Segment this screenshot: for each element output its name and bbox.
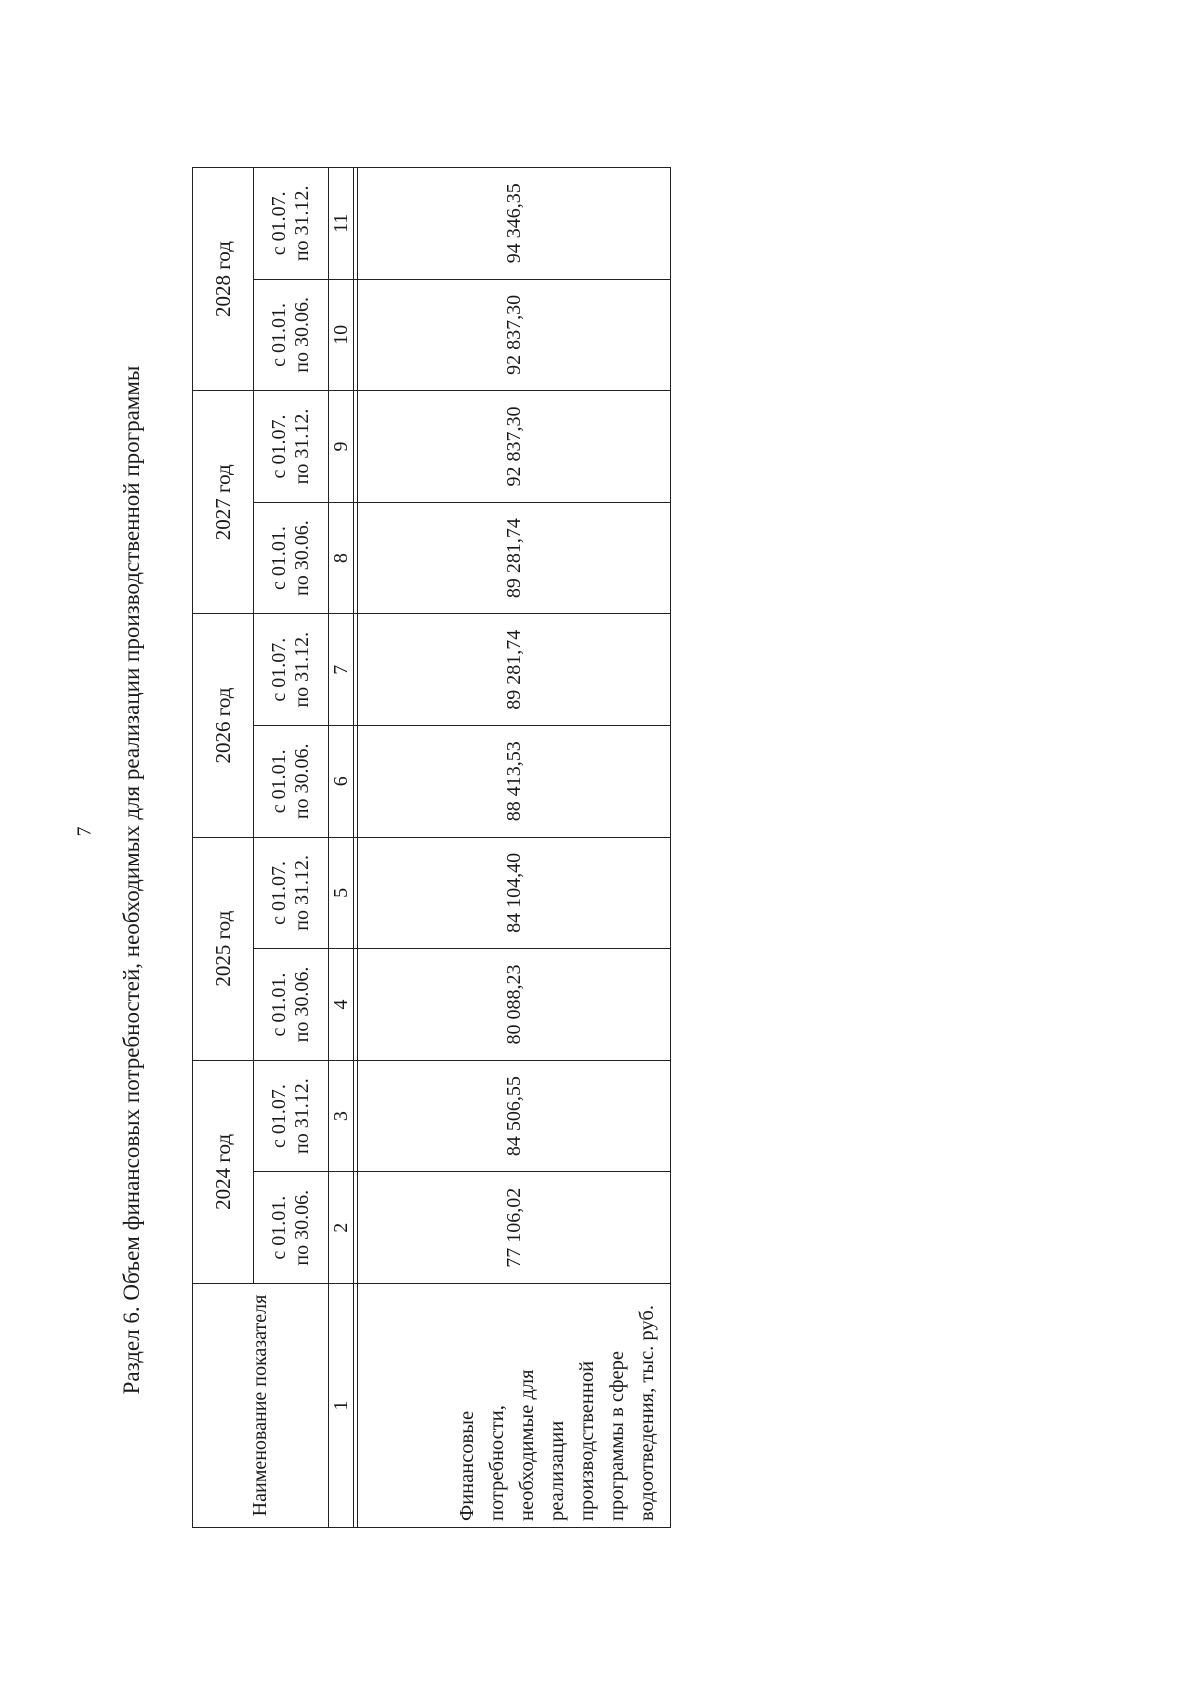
value-cell: 84 506,55 — [358, 1060, 671, 1172]
value-cell: 88 413,53 — [358, 726, 671, 838]
year-header-row — [193, 167, 254, 1527]
year-header-2024: 2024 год — [193, 1060, 254, 1283]
period-header: с 01.07. по 31.12. — [254, 167, 329, 279]
year-header-2026: 2026 год — [193, 614, 254, 837]
value-cell: 92 837,30 — [358, 391, 671, 503]
period-header: с 01.01. по 30.06. — [254, 502, 329, 614]
period-header: с 01.01. по 30.06. — [254, 949, 329, 1061]
column-number: 6 — [329, 726, 354, 838]
value-cell: 89 281,74 — [358, 502, 671, 614]
year-header-2027: 2027 год — [193, 391, 254, 614]
period-header: с 01.01. по 30.06. — [254, 726, 329, 838]
period-header: с 01.07. по 31.12. — [254, 614, 329, 726]
value-cell: 77 106,02 — [358, 1172, 671, 1284]
period-header: с 01.07. по 31.12. — [254, 837, 329, 949]
column-number-row — [329, 167, 354, 1527]
column-number: 11 — [329, 167, 354, 279]
value-cell: 80 088,23 — [358, 949, 671, 1061]
column-number: 9 — [329, 391, 354, 503]
period-header: с 01.07. по 31.12. — [254, 391, 329, 503]
financial-needs-table — [192, 167, 671, 1528]
column-number: 8 — [329, 502, 354, 614]
indicator-label: Финансовые потребности, необходимые для реализации производственной программы в сфере водоотведения, тыс. руб. — [358, 1284, 671, 1528]
value-cell: 94 346,35 — [358, 167, 671, 279]
column-number: 3 — [329, 1060, 354, 1172]
value-cell: 84 104,40 — [358, 837, 671, 949]
column-number: 10 — [329, 279, 354, 391]
value-cell: 89 281,74 — [358, 614, 671, 726]
column-number: 2 — [329, 1172, 354, 1284]
rotated-content — [112, 160, 752, 1600]
column-number: 7 — [329, 614, 354, 726]
column-number: 4 — [329, 949, 354, 1061]
table-row — [358, 167, 671, 1527]
value-cell: 92 837,30 — [358, 279, 671, 391]
column-number: 5 — [329, 837, 354, 949]
indicator-header: Наименование показателя — [193, 1284, 329, 1528]
year-header-2028: 2028 год — [193, 167, 254, 390]
period-header: с 01.01. по 30.06. — [254, 279, 329, 391]
period-header: с 01.07. по 31.12. — [254, 1060, 329, 1172]
period-header: с 01.01. по 30.06. — [254, 1172, 329, 1284]
section-title: Раздел 6. Объем финансовых потребностей, необходимых для реализации производственной программы — [119, 365, 144, 1395]
year-header-2025: 2025 год — [193, 837, 254, 1060]
page-number: 7 — [73, 826, 96, 837]
column-number: 1 — [329, 1284, 354, 1528]
